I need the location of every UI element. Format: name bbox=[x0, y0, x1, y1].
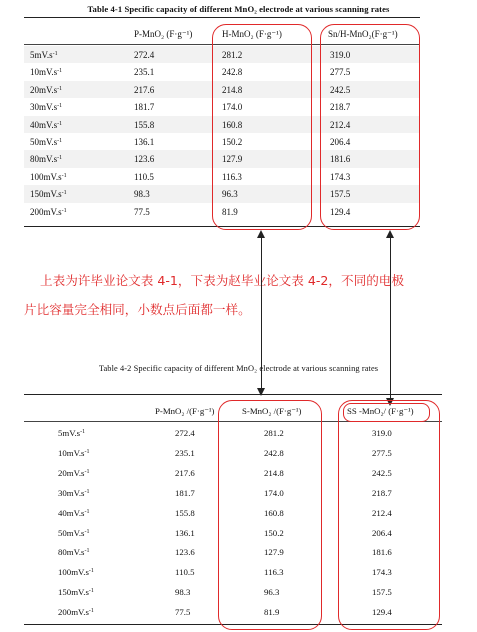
table2-row-rate bbox=[58, 529, 89, 538]
table2-cell-s: 319.0 bbox=[372, 428, 392, 438]
table1-header-col-1: P-MnO₂ (F·g⁻¹) bbox=[134, 29, 193, 39]
rate-exponent: -1 bbox=[88, 608, 94, 615]
table1-cell-h: 174.0 bbox=[222, 102, 243, 113]
table2-cell-p: 181.7 bbox=[175, 487, 195, 498]
rate-exponent: -1 bbox=[57, 103, 63, 110]
table2-cell-p: 235.1 bbox=[175, 447, 195, 458]
table1-cell-h: 127.9 bbox=[222, 154, 243, 165]
rate-label: 200mV.s bbox=[58, 607, 89, 618]
table2-cell-h: 150.2 bbox=[264, 527, 284, 538]
table2-row-rate bbox=[58, 548, 89, 557]
table1-cell-p: 235.1 bbox=[134, 67, 155, 78]
table2-row-rate bbox=[58, 608, 94, 617]
table1-cell-p: 155.8 bbox=[134, 119, 155, 130]
table2-header-col-3: SS -MnO₂/ (F·g⁻¹) bbox=[347, 406, 414, 416]
table1-cell-p: 217.6 bbox=[134, 84, 155, 95]
rate-label: 20mV.s bbox=[58, 467, 85, 478]
table1-cell-h: 150.2 bbox=[222, 137, 243, 147]
table2-header-col-2: S-MnO₂ /(F·g⁻¹) bbox=[242, 406, 302, 416]
table2-cell-h: 127.9 bbox=[264, 547, 284, 558]
table1-cell-p: 77.5 bbox=[134, 206, 150, 217]
rate-exponent: -1 bbox=[61, 172, 67, 179]
table1-highlight-h-column bbox=[212, 24, 312, 230]
table1-cell-h: 96.3 bbox=[222, 189, 238, 200]
table1-cell-h: 242.8 bbox=[222, 67, 243, 78]
table2-row-rate bbox=[58, 469, 89, 478]
rate-label: 20mV.s bbox=[30, 84, 58, 95]
table1-cell-s: 242.5 bbox=[330, 84, 351, 95]
table2-cell-h: 281.2 bbox=[264, 428, 284, 438]
table1-row-rate bbox=[30, 51, 58, 60]
table2-header-col-1: P-MnO₂ /(F·g⁻¹) bbox=[155, 406, 215, 416]
rate-exponent: -1 bbox=[61, 190, 67, 197]
table2-cell-p: 155.8 bbox=[175, 507, 195, 518]
rate-label: 100mV.s bbox=[30, 171, 62, 182]
table2-cell-s: 157.5 bbox=[372, 587, 392, 598]
rate-exponent: -1 bbox=[88, 568, 94, 575]
table1-cell-s: 174.3 bbox=[330, 171, 351, 182]
table2-highlight-ss-column bbox=[338, 400, 440, 630]
table2-highlight-ss-header bbox=[343, 403, 430, 422]
rate-label: 200mV.s bbox=[30, 206, 62, 217]
rate-label: 150mV.s bbox=[58, 587, 89, 598]
table2-row-rate bbox=[58, 429, 85, 438]
table2-row-rate bbox=[58, 449, 89, 458]
table1-highlight-sn-column bbox=[320, 24, 420, 230]
table1-row-rate bbox=[30, 121, 62, 130]
table1-cell-p: 98.3 bbox=[134, 189, 150, 200]
arrow-right-up-head bbox=[386, 230, 394, 238]
table1-row-rate bbox=[30, 155, 62, 164]
rate-label: 80mV.s bbox=[30, 154, 58, 165]
rate-exponent: -1 bbox=[88, 588, 94, 595]
table2-cell-h: 116.3 bbox=[264, 567, 284, 578]
table2-cell-p: 77.5 bbox=[175, 607, 191, 618]
table1-cell-p: 123.6 bbox=[134, 154, 155, 165]
table2-cell-h: 96.3 bbox=[264, 587, 280, 598]
rate-exponent: -1 bbox=[84, 448, 90, 455]
arrow-left-up-head bbox=[257, 230, 265, 238]
table2-cell-s: 242.5 bbox=[372, 467, 392, 478]
table2-cell-p: 98.3 bbox=[175, 587, 191, 598]
table1-cell-s: 206.4 bbox=[330, 137, 351, 147]
table2-cell-p: 136.1 bbox=[175, 527, 195, 538]
table2-cell-s: 181.6 bbox=[372, 547, 392, 558]
rate-label: 30mV.s bbox=[30, 102, 58, 113]
rate-label: 80mV.s bbox=[58, 547, 85, 558]
rate-exponent: -1 bbox=[61, 207, 67, 214]
table2-row-rate bbox=[58, 568, 94, 577]
table1-cell-s: 181.6 bbox=[330, 154, 351, 165]
table1-cell-h: 214.8 bbox=[222, 84, 243, 95]
rate-label: 50mV.s bbox=[30, 137, 58, 147]
table2-cell-s: 174.3 bbox=[372, 567, 392, 578]
table1-header-col-2: H-MnO₂ (F·g⁻¹) bbox=[222, 29, 282, 39]
table1-cell-s: 129.4 bbox=[330, 206, 351, 217]
rate-label: 10mV.s bbox=[30, 67, 58, 78]
table1-row-rate bbox=[30, 103, 62, 112]
table1-cell-h: 116.3 bbox=[222, 171, 242, 182]
table2-cell-p: 272.4 bbox=[175, 428, 195, 438]
table1-row-rate bbox=[30, 208, 67, 217]
table2-cell-p: 110.5 bbox=[175, 567, 195, 578]
table1-cell-s: 218.7 bbox=[330, 102, 351, 113]
rate-exponent: -1 bbox=[57, 155, 63, 162]
table1-cell-p: 136.1 bbox=[134, 137, 155, 147]
table1-row-rate bbox=[30, 190, 67, 199]
rate-label: 50mV.s bbox=[58, 527, 85, 538]
rate-exponent: -1 bbox=[84, 508, 90, 515]
annotation-line-2: 片比容量完全相同，小数点后面都一样。 bbox=[24, 302, 251, 317]
table1-row-rate bbox=[30, 68, 62, 77]
table1-row-rate bbox=[30, 138, 62, 147]
table1-cell-s: 212.4 bbox=[330, 119, 351, 130]
table2-cell-s: 218.7 bbox=[372, 487, 392, 498]
table2-cell-h: 174.0 bbox=[264, 487, 284, 498]
table2-cell-h: 242.8 bbox=[264, 447, 284, 458]
table1-cell-p: 272.4 bbox=[134, 50, 155, 60]
rate-exponent: -1 bbox=[57, 120, 63, 127]
table2-cell-s: 206.4 bbox=[372, 527, 392, 538]
table1-cell-h: 81.9 bbox=[222, 206, 238, 217]
table1-row-rate bbox=[30, 173, 67, 182]
rate-exponent: -1 bbox=[84, 548, 90, 555]
table2-top-rule bbox=[24, 394, 442, 395]
table1-cell-s: 319.0 bbox=[330, 50, 351, 60]
rate-exponent: -1 bbox=[52, 51, 58, 57]
table2-cell-s: 277.5 bbox=[372, 447, 392, 458]
rate-exponent: -1 bbox=[57, 138, 63, 144]
table2-cell-s: 212.4 bbox=[372, 507, 392, 518]
table1-row-rate bbox=[30, 86, 62, 95]
rate-exponent: -1 bbox=[84, 468, 90, 475]
table1-header-col-3: Sn/H-MnO₂(F·g⁻¹) bbox=[328, 29, 398, 39]
rate-label: 40mV.s bbox=[58, 507, 85, 518]
table2-highlight-s-column bbox=[218, 400, 322, 630]
table1-cell-h: 281.2 bbox=[222, 50, 243, 60]
rate-label: 10mV.s bbox=[58, 447, 85, 458]
table2-cell-p: 123.6 bbox=[175, 547, 195, 558]
rate-label: 40mV.s bbox=[30, 119, 58, 130]
table2-row-rate bbox=[58, 588, 94, 597]
rate-label: 150mV.s bbox=[30, 189, 62, 200]
table1-cell-h: 160.8 bbox=[222, 119, 243, 130]
rate-exponent: -1 bbox=[84, 528, 90, 535]
rate-label: 30mV.s bbox=[58, 487, 85, 498]
table2-row-rate bbox=[58, 489, 89, 498]
rate-exponent: -1 bbox=[57, 68, 63, 75]
table1-cell-s: 157.5 bbox=[330, 189, 351, 200]
table2-cell-h: 160.8 bbox=[264, 507, 284, 518]
rate-exponent: -1 bbox=[57, 85, 63, 92]
table2-caption: Table 4-2 Specific capacity of different MnO₂ electrode at various scanning rates bbox=[98, 364, 379, 373]
arrow-right-connector bbox=[390, 237, 391, 399]
rate-exponent: -1 bbox=[84, 488, 90, 495]
rate-exponent: -1 bbox=[80, 429, 86, 435]
table2-cell-s: 129.4 bbox=[372, 607, 392, 618]
annotation-line-1: 上表为许毕业论文表 4-1，下表为赵毕业论文表 4-2，不同的电极 bbox=[40, 273, 404, 288]
table2-cell-h: 81.9 bbox=[264, 607, 280, 618]
rate-label: 100mV.s bbox=[58, 567, 89, 578]
table2-row-rate bbox=[58, 509, 89, 518]
table1-caption: Table 4-1 Specific capacity of different MnO₂ electrode at various scanning rates bbox=[87, 4, 390, 14]
table1-cell-p: 110.5 bbox=[134, 171, 154, 182]
table2-cell-h: 214.8 bbox=[264, 467, 284, 478]
table1-cell-p: 181.7 bbox=[134, 102, 155, 113]
table1-cell-s: 277.5 bbox=[330, 67, 351, 78]
table1-top-rule bbox=[24, 17, 420, 18]
rate-label: 5mV.s bbox=[58, 428, 81, 438]
table2-cell-p: 217.6 bbox=[175, 467, 195, 478]
rate-label: 5mV.s bbox=[30, 50, 53, 60]
